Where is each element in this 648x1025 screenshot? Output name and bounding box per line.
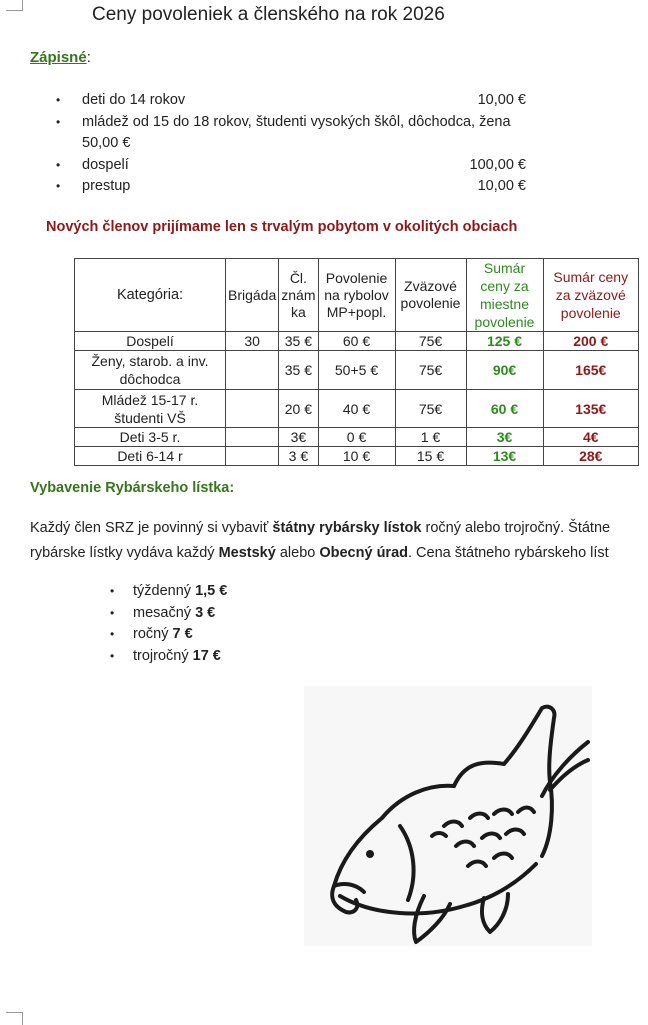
table-row: [75, 351, 639, 390]
fee-label: • prestup: [82, 178, 131, 194]
cell-povolenie: 10 €: [318, 447, 395, 466]
text: ročný alebo trojročný. Štátne: [421, 520, 611, 536]
fee-label: • dospelí: [82, 156, 129, 173]
table-row: [75, 447, 639, 466]
carp-illustration: [304, 686, 592, 946]
list-item: [110, 581, 227, 603]
cell-sum-local: 90€: [466, 351, 543, 390]
list-item: [56, 90, 526, 112]
list-item: [56, 155, 526, 177]
list-item: [56, 112, 526, 155]
license-label: ročný: [133, 626, 173, 643]
gear-paragraph: [30, 516, 648, 566]
cell-sum-union: 200 €: [543, 332, 639, 351]
gear-paragraph-line-1: [30, 516, 648, 541]
cell-brigada: [226, 428, 279, 447]
page-corner-mark-bottom: [6, 1012, 23, 1025]
cell-clenska: 35 €: [279, 351, 318, 390]
zapisne-heading: [30, 49, 91, 66]
cell-brigada: 30: [226, 332, 279, 351]
cell-clenska: 35 €: [279, 332, 318, 351]
license-price: 1,5 €: [195, 583, 228, 599]
header-category: Kategória:: [75, 259, 226, 332]
license-price-list: [110, 581, 227, 668]
cell-category: Ženy, starob. a inv. dôchodca: [75, 351, 226, 390]
zapisne-heading-colon: :: [86, 49, 91, 66]
cell-clenska: 3 €: [279, 447, 318, 466]
text-bold: Obecný úrad: [319, 545, 408, 561]
carp-eye: [366, 850, 374, 858]
fee-price: 10,00 €: [477, 178, 526, 194]
list-item: [110, 646, 227, 668]
price-table: [74, 258, 639, 466]
header-zvazove: Zväzové povolenie: [395, 259, 466, 332]
license-label: trojročný: [133, 648, 193, 665]
zapisne-heading-text: Zápisné: [30, 49, 87, 66]
header-sum-union: Sumár ceny za zväzové povolenie: [543, 259, 639, 332]
text: rybárske lístky vydáva každý: [30, 545, 219, 561]
cell-sum-local: 3€: [466, 428, 543, 447]
cell-sum-union: 135€: [543, 390, 639, 428]
cell-clenska: 3€: [279, 428, 318, 447]
text-bold: štátny rybársky lístok: [272, 520, 422, 536]
membership-notice: Nových členov prijímame len s trvalým pobytom v okolitých obciach: [46, 219, 518, 235]
list-item: [110, 624, 227, 646]
cell-sum-union: 4€: [543, 428, 639, 447]
header-clenska: Čl. znám ka: [279, 259, 318, 332]
list-item: [56, 176, 526, 198]
cell-povolenie: 0 €: [318, 428, 395, 447]
cell-brigada: [226, 447, 279, 466]
header-sum-local: Sumár ceny za miestne povolenie: [466, 259, 543, 332]
list-item: [110, 603, 227, 625]
cell-sum-union: 165€: [543, 351, 639, 390]
license-label: mesačný: [133, 604, 196, 621]
table-row: [75, 390, 639, 428]
cell-zvazove: 1 €: [395, 428, 466, 447]
fee-label: • deti do 14 rokov: [82, 92, 186, 108]
header-brigada: Brigáda: [226, 259, 279, 332]
fee-price: 100,00 €: [469, 156, 526, 173]
cell-sum-local: 60 €: [466, 390, 543, 428]
cell-povolenie: 40 €: [318, 390, 395, 428]
cell-brigada: [226, 390, 279, 428]
license-price: 17 €: [192, 648, 221, 665]
text: . Cena štátneho rybárskeho líst: [408, 545, 609, 561]
cell-sum-local: 125 €: [466, 332, 543, 351]
cell-category: Deti 6-14 r: [75, 447, 226, 466]
table-row: [75, 332, 639, 351]
cell-povolenie: 60 €: [318, 332, 395, 351]
page-title: Ceny povoleniek a členského na rok 2026: [92, 4, 445, 25]
cell-zvazove: 75€: [395, 390, 466, 428]
cell-zvazove: 15 €: [395, 447, 466, 466]
gear-heading: Vybavenie Rybárskeho lístka:: [30, 480, 235, 496]
cell-category: Deti 3-5 r.: [75, 428, 226, 447]
cell-sum-union: 28€: [543, 447, 639, 466]
gear-paragraph-line-2: [30, 541, 648, 566]
fee-price: 50,00 €: [82, 135, 131, 151]
cell-sum-local: 13€: [466, 447, 543, 466]
carp-icon: [304, 686, 592, 946]
license-price: 7 €: [172, 626, 193, 643]
cell-category: Mládež 15-17 r. študenti VŠ: [75, 390, 226, 428]
cell-brigada: [226, 351, 279, 390]
cell-clenska: 20 €: [279, 390, 318, 428]
zapisne-list: [56, 90, 526, 198]
text: Každý člen SRZ je povinný si vybaviť: [30, 520, 273, 536]
cell-zvazove: 75€: [395, 351, 466, 390]
text-bold: Mestský: [218, 545, 276, 561]
page-corner-mark-top: [6, 0, 23, 11]
cell-category: Dospelí: [75, 332, 226, 351]
text: alebo: [275, 545, 320, 561]
cell-povolenie: 50+5 €: [318, 351, 395, 390]
header-povolenie: Povolenie na rybolov MP+popl.: [318, 259, 395, 332]
table-row: [75, 428, 639, 447]
cell-zvazove: 75€: [395, 332, 466, 351]
fee-label: • mládež od 15 do 18 rokov, študenti vysokých škôl, dôchodca, žena: [82, 113, 511, 130]
fee-price: 10,00 €: [477, 92, 526, 108]
license-price: 3 €: [195, 604, 216, 621]
license-label: týždenný: [133, 583, 196, 599]
